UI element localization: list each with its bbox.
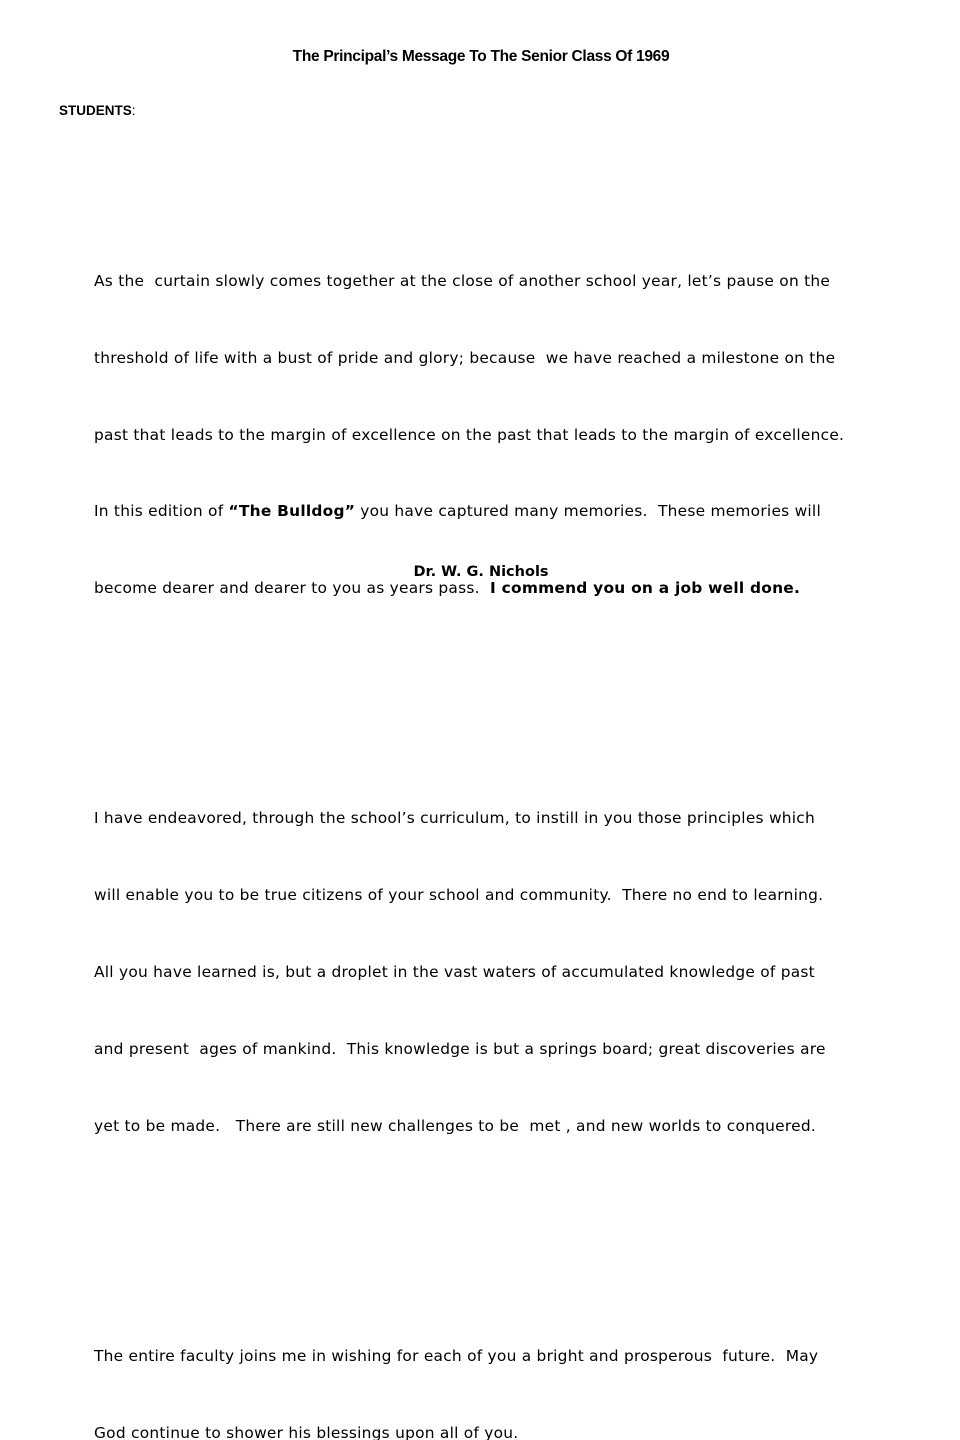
page-title: The Principal’s Message To The Senior Class Of 1969 xyxy=(292,48,670,65)
paragraph-2 xyxy=(94,755,914,1190)
signature: Dr. W. G. Nichols xyxy=(413,564,549,580)
line-text: In this edition of xyxy=(94,502,229,521)
paragraph-line: threshold of life with a bust of pride and glory; because we have reached a milestone on the xyxy=(94,348,836,367)
line-text: become dearer and dearer to you as years pass. xyxy=(94,579,491,598)
paragraph-line: past that leads to the margin of excellence on the past that leads to the margin of excellence. xyxy=(94,425,845,444)
commendation: I commend you on a job well done. xyxy=(490,579,801,598)
line-text: you have captured many memories. These memories will xyxy=(355,502,821,521)
salutation xyxy=(59,102,136,120)
salutation-colon: : xyxy=(131,103,136,118)
paragraph-line: God continue to shower his blessings upon all of you. xyxy=(94,1423,519,1440)
paragraph-line: yet to be made. There are still new challenges to be met , and new worlds to conquered. xyxy=(94,1116,816,1135)
salutation-word: STUDENTS xyxy=(59,103,132,118)
paragraph-line xyxy=(94,499,914,525)
paragraph-1 xyxy=(94,218,914,653)
paragraph-line: All you have learned is, but a droplet in the vast waters of accumulated knowledge of past xyxy=(94,963,815,981)
yearbook-title: “The Bulldog” xyxy=(228,502,356,521)
paragraph-line: and present ages of mankind. This knowledge is but a springs board; great discoveries are xyxy=(94,1039,826,1058)
paragraph-3 xyxy=(94,1293,914,1440)
paragraph-line: I have endeavored, through the school’s curriculum, to instill in you those principles which xyxy=(94,809,816,828)
paragraph-line: As the curtain slowly comes together at the close of another school year, let’s pause on the xyxy=(94,271,831,290)
paragraph-line: will enable you to be true citizens of your school and community. There no end to learning. xyxy=(94,886,824,905)
paragraph-line: The entire faculty joins me in wishing for each of you a bright and prosperous future. May xyxy=(94,1346,819,1365)
message-body xyxy=(94,141,914,1440)
